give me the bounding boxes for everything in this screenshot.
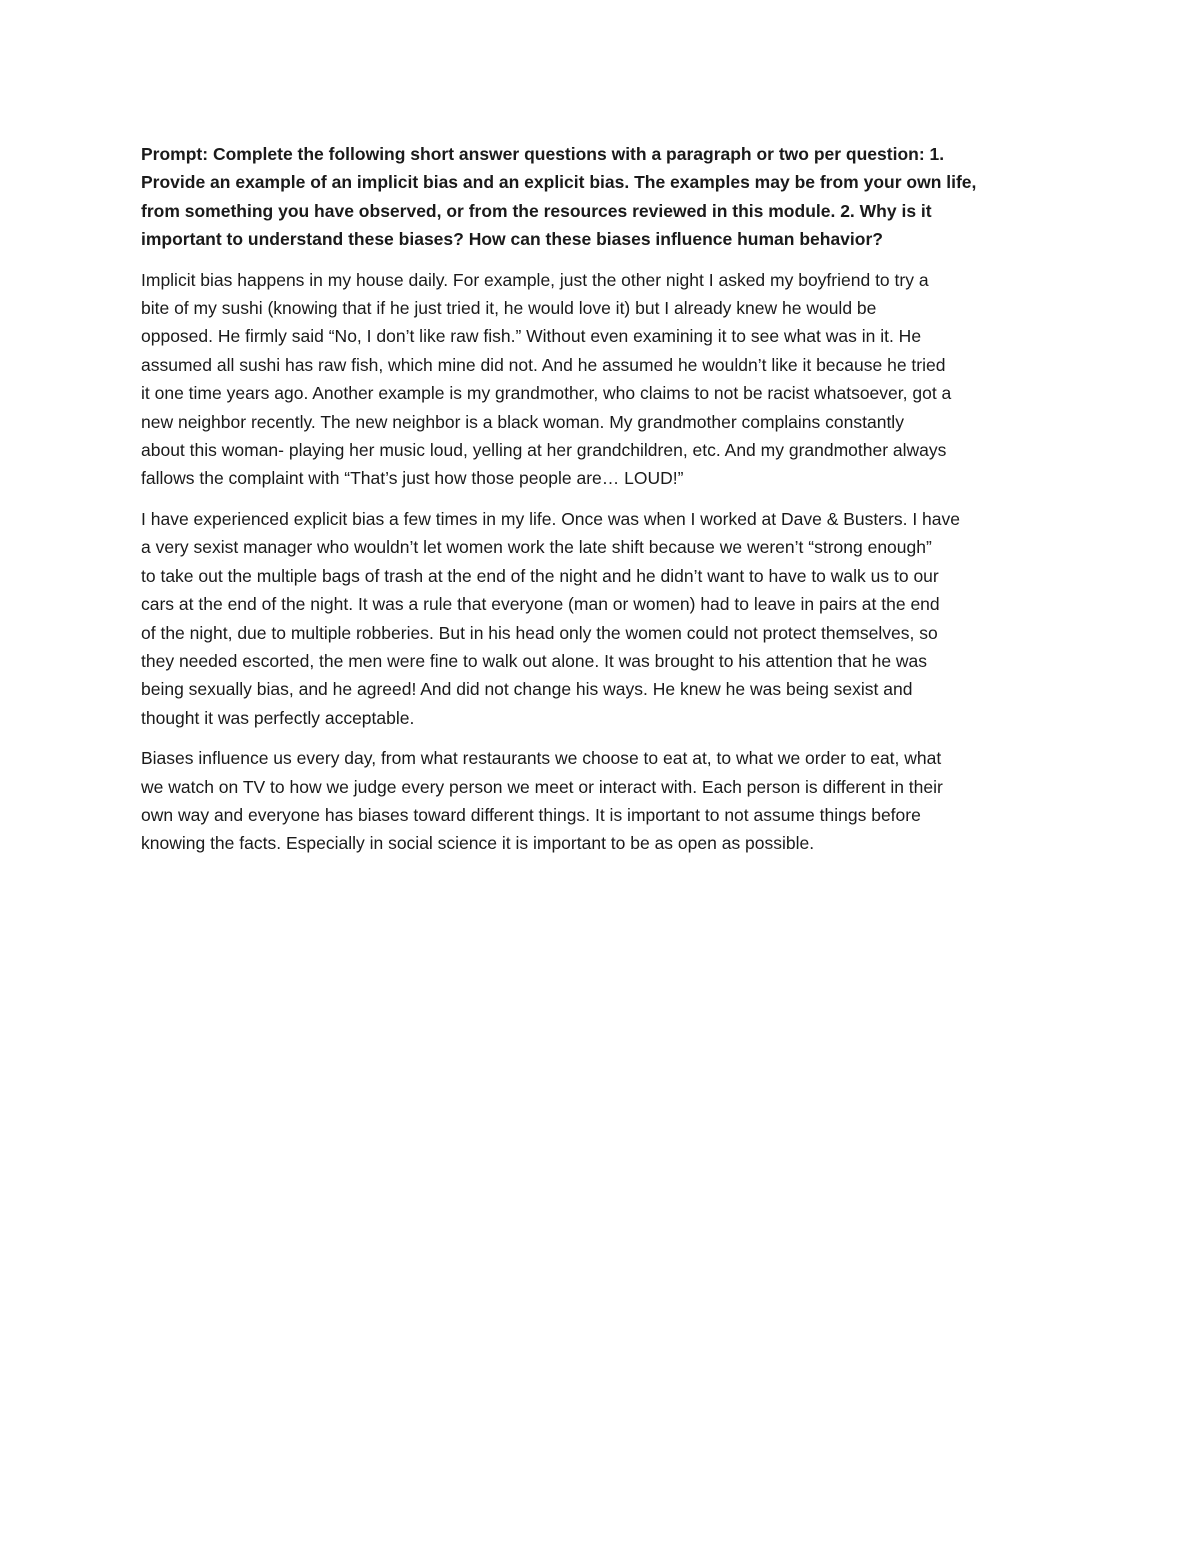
prompt-paragraph <box>141 140 1061 254</box>
paragraph-line: bite of my sushi (knowing that if he just tried it, he would love it) but I already knew he would be <box>141 298 877 319</box>
biases-influence-paragraph <box>141 744 1061 858</box>
paragraph-line: fallows the complaint with “That’s just how those people are… LOUD!” <box>141 468 684 489</box>
paragraph-line: assumed all sushi has raw fish, which mine did not. And he assumed he wouldn’t like it because he tried <box>141 354 946 375</box>
paragraph-line: thought it was perfectly acceptable. <box>141 707 415 728</box>
implicit-bias-paragraph <box>141 266 1061 493</box>
paragraph-line: being sexually bias, and he agreed! And did not change his ways. He knew he was being sexist and <box>141 679 913 700</box>
paragraph-line: new neighbor recently. The new neighbor is a black woman. My grandmother complains constantly <box>141 411 904 432</box>
paragraph-line: we watch on TV to how we judge every person we meet or interact with. Each person is different in their <box>141 776 943 797</box>
explicit-bias-paragraph <box>141 505 1061 732</box>
paragraph-line: I have experienced explicit bias a few times in my life. Once was when I worked at Dave & Busters. I have <box>141 508 960 529</box>
paragraph-line: they needed escorted, the men were fine to walk out alone. It was brought to his attention that he was <box>141 650 928 671</box>
prompt-line: from something you have observed, or from the resources reviewed in this module. 2. Why is it <box>141 200 932 221</box>
paragraph-line: of the night, due to multiple robberies. But in his head only the women could not protect themselves, so <box>141 622 938 643</box>
paragraph-line: to take out the multiple bags of trash at the end of the night and he didn’t want to have to walk us to our <box>141 565 939 586</box>
prompt-line: Prompt: Complete the following short answer questions with a paragraph or two per question: 1. <box>141 144 945 164</box>
paragraph-line: own way and everyone has biases toward different things. It is important to not assume things before <box>141 804 921 825</box>
document-body <box>141 140 1061 870</box>
prompt-line: Provide an example of an implicit bias and an explicit bias. The examples may be from your own life, <box>141 172 977 193</box>
paragraph-line: it one time years ago. Another example is my grandmother, who claims to not be racist whatsoever, got a <box>141 383 952 404</box>
paragraph-line: a very sexist manager who wouldn’t let women work the late shift because we weren’t “strong enough” <box>141 537 932 558</box>
paragraph-line: about this woman- playing her music loud, yelling at her grandchildren, etc. And my grandmother always <box>141 440 947 461</box>
paragraph-line: knowing the facts. Especially in social science it is important to be as open as possible. <box>141 833 815 854</box>
paragraph-line: cars at the end of the night. It was a rule that everyone (man or women) had to leave in pairs at the end <box>141 594 940 615</box>
paragraph-line: Biases influence us every day, from what restaurants we choose to eat at, to what we order to eat, what <box>141 748 942 769</box>
paragraph-line: Implicit bias happens in my house daily. For example, just the other night I asked my boyfriend to try a <box>141 269 929 290</box>
paragraph-line: opposed. He firmly said “No, I don’t like raw fish.” Without even examining it to see what was in it. He <box>141 326 922 347</box>
prompt-line: important to understand these biases? How can these biases influence human behavior? <box>141 229 883 250</box>
